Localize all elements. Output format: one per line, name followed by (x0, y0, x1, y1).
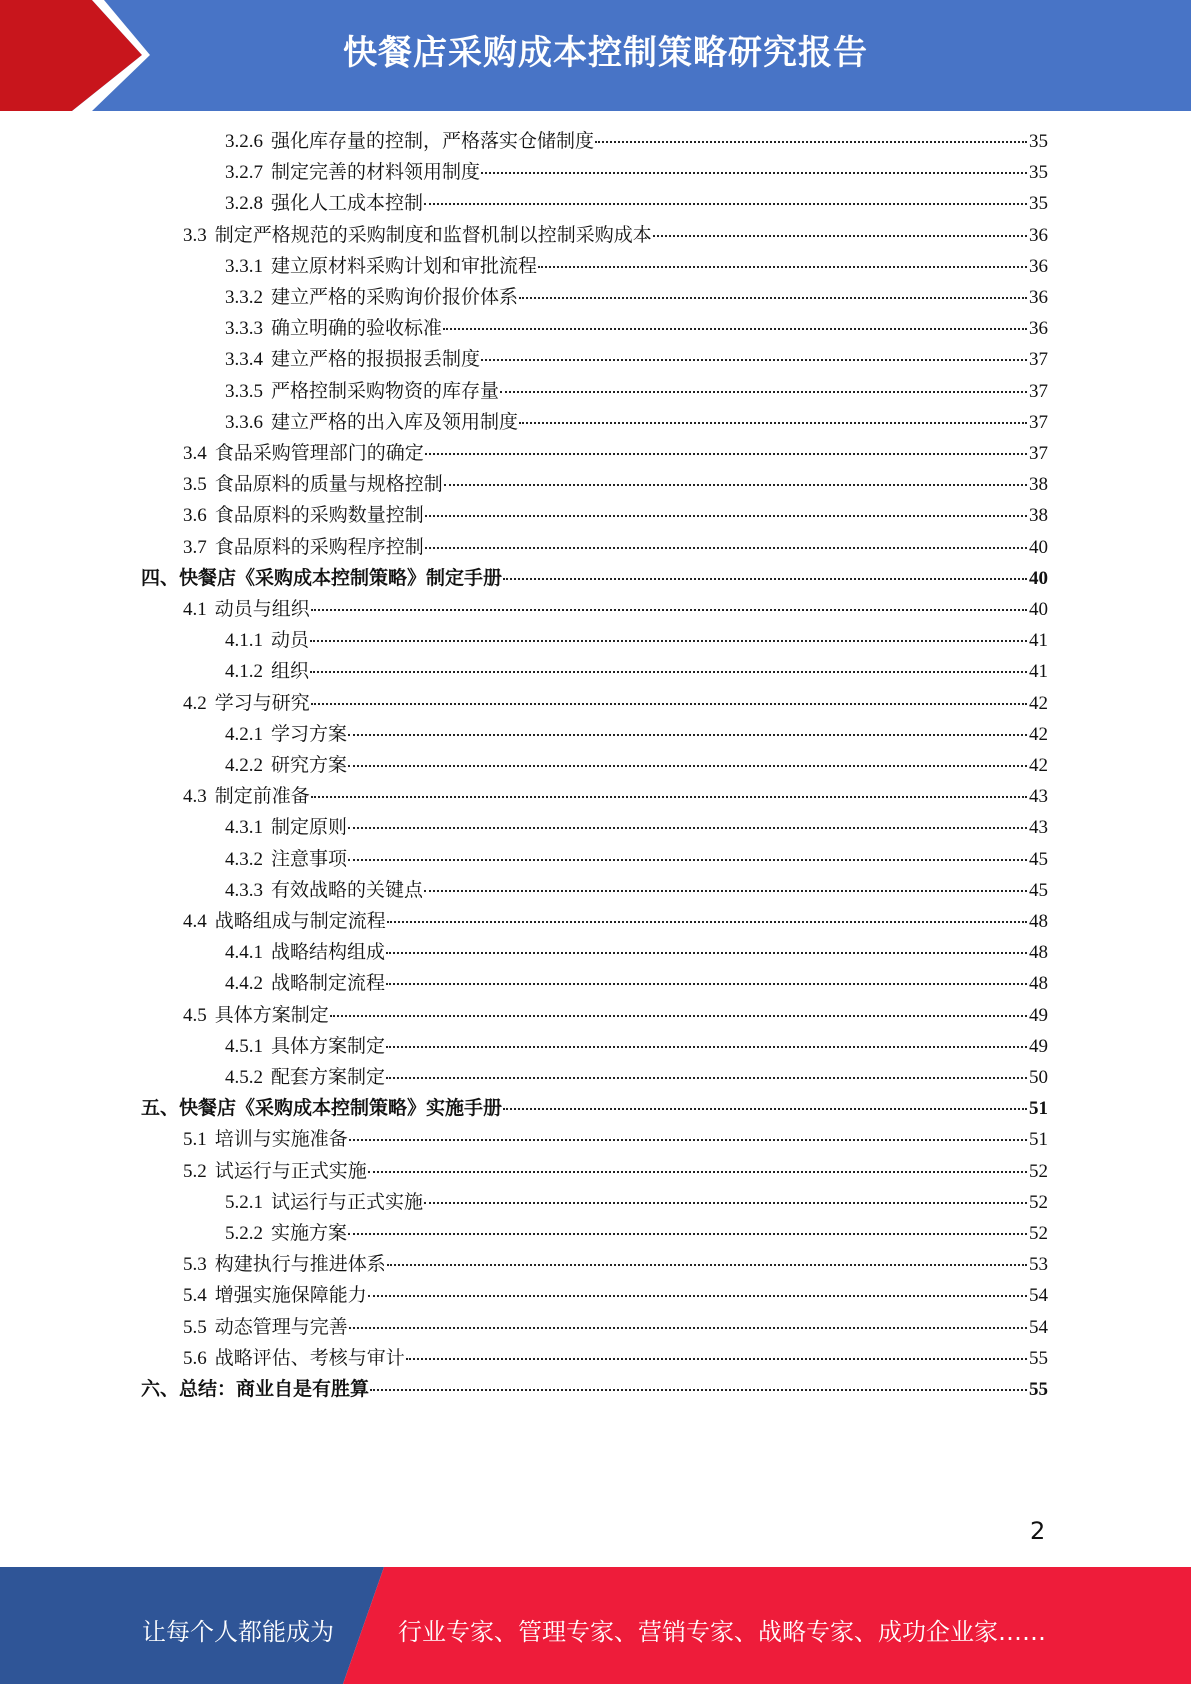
toc-entry-title: 动态管理与完善 (214, 1316, 348, 1338)
toc-entry-number: 3.3.3 (225, 318, 263, 340)
toc-dot-leader (348, 1233, 1027, 1235)
toc-entry-page: 41 (1029, 630, 1048, 652)
toc-entry[interactable] (183, 532, 1048, 563)
toc-entry-title: 食品采购管理部门的确定 (214, 443, 424, 464)
toc-entry-number: 3.3.1 (225, 255, 263, 277)
toc-entry[interactable] (225, 625, 1048, 656)
toc-entry-number: 5.4 (183, 1285, 207, 1307)
footer-slogan-left: 让每个人都能成为 (142, 1618, 334, 1646)
toc-entry-title: 制定原则 (271, 817, 348, 839)
toc-entry-number: 3.3.4 (225, 349, 263, 371)
toc-entry-number: 4.5 (183, 1004, 207, 1026)
toc-entry-page: 50 (1029, 1067, 1048, 1088)
toc-entry-page: 37 (1029, 443, 1048, 464)
toc-entry-title: 战略评估、考核与审计 (214, 1347, 405, 1369)
toc-entry-title: 有效战略的关键点 (271, 879, 424, 901)
toc-entry-number: 3.2.6 (225, 131, 263, 152)
toc-entry-number: 3.3 (183, 224, 207, 246)
toc-dot-leader (368, 1171, 1027, 1173)
toc-dot-leader (538, 266, 1027, 268)
toc-entry-page: 52 (1029, 1160, 1048, 1182)
toc-entry-title: 战略制定流程 (271, 973, 386, 995)
toc-dot-leader (348, 827, 1027, 829)
toc-dot-leader (443, 328, 1027, 330)
toc-dot-leader (503, 1108, 1027, 1110)
toc-entry-number: 5.3 (183, 1254, 207, 1276)
toc-dot-leader (349, 1327, 1027, 1329)
toc-entry-number: 3.2.8 (225, 193, 263, 215)
toc-entry-title: 食品原料的质量与规格控制 (214, 474, 443, 496)
toc-entry[interactable] (183, 1249, 1048, 1280)
toc-entry[interactable] (225, 875, 1048, 906)
toc-entry-title: 学习方案 (271, 723, 348, 745)
toc-entry-page: 51 (1029, 1098, 1048, 1120)
toc-entry[interactable] (183, 500, 1048, 531)
toc-entry[interactable] (225, 407, 1048, 438)
toc-entry-page: 53 (1029, 1254, 1048, 1276)
toc-entry-title: 食品原料的采购程序控制 (214, 536, 424, 558)
toc-entry-number: 4.2.1 (225, 723, 263, 745)
toc-entry-number: 4.4.2 (225, 973, 263, 995)
toc-entry-title: 试运行与正式实施 (214, 1160, 367, 1182)
toc-entry-title: 构建执行与推进体系 (214, 1254, 386, 1276)
toc-entry-number: 4.1 (183, 599, 207, 620)
toc-dot-leader (406, 1358, 1027, 1360)
toc-entry-number: 5.1 (183, 1129, 207, 1151)
toc-entry-page: 55 (1029, 1379, 1048, 1400)
toc-dot-leader (424, 890, 1027, 892)
toc-entry-number: 5.6 (183, 1347, 207, 1369)
toc-entry-number: 3.5 (183, 474, 207, 496)
toc-dot-leader (311, 609, 1027, 611)
toc-entry-title: 制定前准备 (214, 786, 310, 808)
toc-entry-page: 48 (1029, 942, 1048, 964)
toc-entry-title: 战略结构组成 (271, 942, 386, 964)
toc-entry[interactable] (183, 1312, 1048, 1343)
toc-entry-page: 36 (1029, 318, 1048, 340)
toc-entry[interactable] (225, 1187, 1048, 1218)
toc-entry[interactable] (225, 188, 1048, 219)
toc-dot-leader (310, 640, 1027, 642)
toc-entry-page: 45 (1029, 879, 1048, 901)
toc-dot-leader (653, 235, 1027, 237)
toc-entry[interactable] (225, 937, 1048, 968)
toc-dot-leader (310, 671, 1027, 673)
toc-entry[interactable] (225, 251, 1048, 282)
toc-entry-page: 52 (1029, 1223, 1048, 1244)
toc-entry[interactable] (141, 1093, 1048, 1124)
toc-entry-title: 建立严格的报损报丢制度 (271, 349, 481, 371)
toc-entry-page: 36 (1029, 255, 1048, 277)
toc-entry-title: 建立严格的采购询价报价体系 (271, 287, 519, 308)
toc-entry[interactable] (141, 1374, 1048, 1405)
toc-entry-title: 增强实施保障能力 (214, 1285, 367, 1307)
toc-entry[interactable] (225, 719, 1048, 750)
toc-entry-number: 4.3.2 (225, 848, 263, 870)
toc-entry-page: 42 (1029, 692, 1048, 714)
toc-entry-page: 38 (1029, 505, 1048, 527)
toc-entry-page: 38 (1029, 474, 1048, 496)
toc-entry-number: 5.2.2 (225, 1223, 263, 1244)
toc-dot-leader (387, 1264, 1027, 1266)
toc-entry[interactable] (183, 438, 1048, 469)
toc-dot-leader (330, 1015, 1027, 1017)
toc-entry-number: 3.4 (183, 443, 207, 464)
toc-dot-leader (311, 796, 1027, 798)
toc-dot-leader (425, 515, 1027, 517)
toc-entry-title: 培训与实施准备 (214, 1129, 348, 1151)
toc-entry-title: 动员 (271, 630, 310, 652)
toc-entry-number: 3.2.7 (225, 162, 263, 184)
report-title: 快餐店采购成本控制策略研究报告 (343, 33, 868, 73)
toc-entry-number: 3.3.6 (225, 411, 263, 433)
footer-slogan-right: 行业专家、管理专家、营销专家、战略专家、成功企业家…… (398, 1618, 1046, 1646)
toc-dot-leader (503, 578, 1027, 580)
toc-entry-title: 实施方案 (271, 1223, 348, 1244)
toc-entry-title: 确立明确的验收标准 (271, 318, 443, 340)
toc-entry-page: 42 (1029, 723, 1048, 745)
toc-entry-title: 建立原材料采购计划和审批流程 (271, 255, 538, 277)
toc-entry[interactable] (225, 656, 1048, 687)
toc-entry-page: 55 (1029, 1347, 1048, 1369)
toc-entry-number: 3.6 (183, 505, 207, 527)
toc-entry-number: 4.3.3 (225, 879, 263, 901)
toc-entry-page: 37 (1029, 380, 1048, 402)
toc-dot-leader (519, 297, 1027, 299)
toc-entry-number: 5.2.1 (225, 1191, 263, 1213)
toc-entry-page: 40 (1029, 536, 1048, 558)
toc-entry[interactable] (183, 1124, 1048, 1155)
toc-dot-leader (424, 203, 1027, 205)
toc-entry-title: 战略组成与制定流程 (214, 911, 386, 932)
toc-entry[interactable] (225, 968, 1048, 999)
toc-entry-title: 五、快餐店《采购成本控制策略》实施手册 (141, 1098, 503, 1120)
toc-entry-number: 3.3.2 (225, 287, 263, 308)
toc-dot-leader (348, 765, 1027, 767)
page-number: 2 (1030, 1517, 1046, 1545)
toc-entry[interactable] (225, 126, 1048, 157)
toc-entry-number: 4.3.1 (225, 817, 263, 839)
toc-entry[interactable] (225, 282, 1048, 313)
toc-dot-leader (424, 1202, 1027, 1204)
toc-entry[interactable] (183, 469, 1048, 500)
toc-dot-leader (519, 422, 1027, 424)
toc-entry-page: 36 (1029, 224, 1048, 246)
toc-entry[interactable] (225, 844, 1048, 875)
toc-entry-page: 36 (1029, 287, 1048, 308)
toc-entry-title: 注意事项 (271, 848, 348, 870)
toc-entry-page: 37 (1029, 411, 1048, 433)
toc-entry[interactable] (141, 563, 1048, 594)
toc-entry-title: 具体方案制定 (214, 1004, 329, 1026)
toc-entry[interactable] (225, 344, 1048, 375)
toc-dot-leader (370, 1389, 1027, 1391)
toc-entry-number: 5.5 (183, 1316, 207, 1338)
toc-entry-title: 试运行与正式实施 (271, 1191, 424, 1213)
toc-entry-number: 4.1.2 (225, 661, 263, 683)
toc-entry[interactable] (225, 376, 1048, 407)
toc-entry-number: 4.3 (183, 786, 207, 808)
toc-entry-number: 4.4 (183, 911, 207, 932)
toc-entry[interactable] (225, 1031, 1048, 1062)
toc-entry-page: 35 (1029, 162, 1048, 184)
toc-dot-leader (349, 1139, 1027, 1141)
toc-dot-leader (500, 391, 1027, 393)
toc-entry-number: 4.5.1 (225, 1035, 263, 1057)
toc-entry-title: 组织 (271, 661, 310, 683)
toc-entry-title: 动员与组织 (214, 599, 310, 620)
toc-dot-leader (425, 547, 1027, 549)
toc-dot-leader (481, 172, 1027, 174)
toc-entry-page: 35 (1029, 193, 1048, 215)
toc-entry[interactable] (183, 1000, 1048, 1031)
toc-entry-title: 具体方案制定 (271, 1035, 386, 1057)
toc-entry-page: 49 (1029, 1004, 1048, 1026)
toc-dot-leader (386, 1046, 1027, 1048)
toc-entry-page: 54 (1029, 1285, 1048, 1307)
toc-entry-page: 48 (1029, 911, 1048, 932)
toc-dot-leader (386, 952, 1027, 954)
toc-entry-number: 4.4.1 (225, 942, 263, 964)
toc-dot-leader (425, 453, 1027, 455)
toc-dot-leader (348, 859, 1027, 861)
toc-entry-page: 35 (1029, 131, 1048, 152)
toc-entry[interactable] (183, 1343, 1048, 1374)
toc-entry-title: 研究方案 (271, 755, 348, 776)
toc-entry-page: 40 (1029, 599, 1048, 620)
toc-entry-page: 49 (1029, 1035, 1048, 1057)
toc-entry[interactable] (183, 220, 1048, 251)
toc-dot-leader (386, 1077, 1027, 1079)
toc-entry-page: 37 (1029, 349, 1048, 371)
toc-entry-page: 51 (1029, 1129, 1048, 1151)
toc-entry-page: 54 (1029, 1316, 1048, 1338)
toc-entry[interactable] (225, 157, 1048, 188)
toc-entry-number: 3.3.5 (225, 380, 263, 402)
toc-dot-leader (387, 921, 1027, 923)
toc-entry-number: 4.1.1 (225, 630, 263, 652)
toc-entry-page: 40 (1029, 567, 1048, 589)
toc-dot-leader (368, 1295, 1027, 1297)
toc-entry-title: 四、快餐店《采购成本控制策略》制定手册 (141, 567, 503, 589)
page-header (0, 0, 1191, 111)
toc-entry-title: 严格控制采购物资的库存量 (271, 380, 500, 402)
toc-entry-page: 43 (1029, 786, 1048, 808)
toc-entry-page: 43 (1029, 817, 1048, 839)
toc-entry[interactable] (225, 750, 1048, 781)
toc-dot-leader (444, 484, 1027, 486)
toc-entry-title: 制定严格规范的采购制度和监督机制以控制采购成本 (214, 224, 652, 246)
toc-entry[interactable] (183, 1156, 1048, 1187)
toc-entry-number: 3.7 (183, 536, 207, 558)
toc-entry-number: 4.2.2 (225, 755, 263, 776)
toc-entry[interactable] (225, 313, 1048, 344)
toc-entry-title: 配套方案制定 (271, 1067, 386, 1088)
toc-dot-leader (386, 983, 1027, 985)
toc-entry[interactable] (225, 812, 1048, 843)
toc-entry-page: 48 (1029, 973, 1048, 995)
toc-entry-title: 建立严格的出入库及领用制度 (271, 411, 519, 433)
toc-entry-page: 45 (1029, 848, 1048, 870)
toc-entry-number: 4.5.2 (225, 1067, 263, 1088)
toc-entry[interactable] (225, 1062, 1048, 1093)
toc-entry-title: 食品原料的采购数量控制 (214, 505, 424, 527)
toc-dot-leader (595, 141, 1027, 143)
toc-entry-title: 六、总结：商业自是有胜算 (141, 1379, 370, 1400)
toc-entry[interactable] (183, 781, 1048, 812)
toc-entry-title: 制定完善的材料领用制度 (271, 162, 481, 184)
toc-entry-title: 学习与研究 (214, 692, 310, 714)
toc-entry-title: 强化库存量的控制，严格落实仓储制度 (271, 131, 595, 152)
toc-entry[interactable] (183, 1280, 1048, 1311)
toc-entry[interactable] (225, 1218, 1048, 1249)
toc-dot-leader (311, 703, 1027, 705)
toc-entry[interactable] (183, 688, 1048, 719)
toc-entry-page: 42 (1029, 755, 1048, 776)
toc-entry-number: 4.2 (183, 692, 207, 714)
toc-entry-title: 强化人工成本控制 (271, 193, 424, 215)
toc-dot-leader (348, 734, 1027, 736)
toc-entry-page: 52 (1029, 1191, 1048, 1213)
toc-dot-leader (481, 359, 1027, 361)
toc-entry[interactable] (183, 906, 1048, 937)
toc-entry[interactable] (183, 594, 1048, 625)
toc-entry-page: 41 (1029, 661, 1048, 683)
toc-entry-number: 5.2 (183, 1160, 207, 1182)
